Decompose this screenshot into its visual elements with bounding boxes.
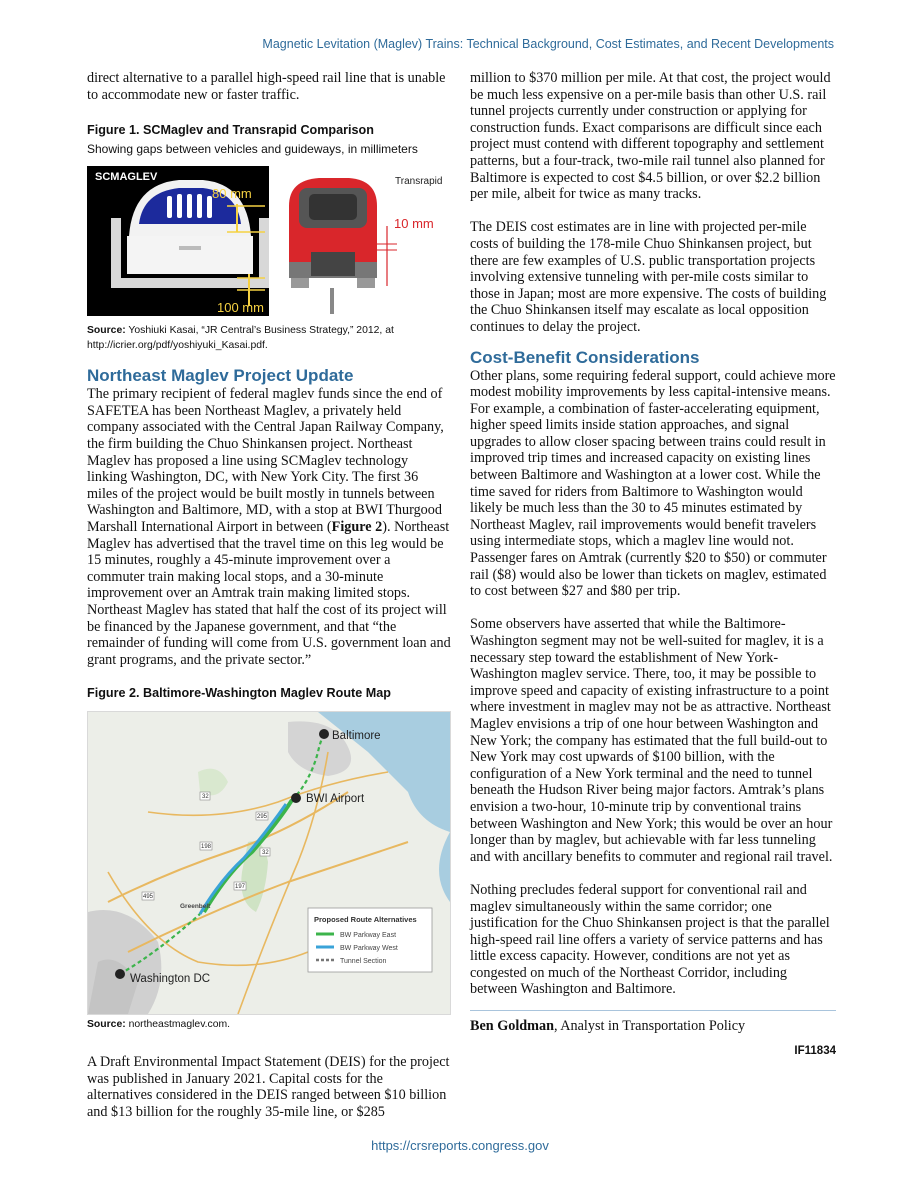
figure-1-title: Figure 1. SCMaglev and Transrapid Comparison bbox=[87, 123, 374, 138]
maglev-comparison-illustration bbox=[87, 166, 443, 316]
footer-url-link[interactable]: https://crsreports.congress.gov bbox=[371, 1138, 549, 1153]
right-column bbox=[470, 70, 836, 1065]
northeast-maglev-paragraph bbox=[87, 386, 451, 668]
greenbelt-label: Greenbelt bbox=[180, 903, 211, 911]
bwi-marker bbox=[291, 793, 301, 803]
washington-marker bbox=[115, 969, 125, 979]
hwy-295-shield: 295 bbox=[257, 814, 268, 821]
source-label: Source: bbox=[87, 1019, 126, 1031]
hwy-495-shield: 495 bbox=[143, 894, 154, 901]
figure-2-reference: Figure 2 bbox=[331, 518, 383, 535]
figure-1-subtitle: Showing gaps between vehicles and guideways, in millimeters bbox=[87, 142, 418, 157]
paragraph-text: ). Northeast Maglev has advertised that the travel time on this leg would be 15 minutes, roughly a 45-minute improvement over a commuter train making local stops, and a 30-minute improvement over an Amtrak train making limited stops. Northeast Maglev has stated that half the cost of its project will be financed by the Japanese government, and that “the remainder of funding will come from U.S. government loan and grant programs, and the private sector.” bbox=[87, 518, 451, 668]
figure-2 bbox=[87, 686, 451, 1032]
legend-west: BW Parkway West bbox=[340, 945, 398, 953]
ny-washington-paragraph: Some observers have asserted that while the Baltimore-Washington segment may not be well-suited for maglev, it is a necessary step toward the establishment of New York-Washington maglev service. There, too, it may be possible to improve speed and capacity of existing infrastructure to a point where investment in maglev may not be as attractive. Northeast Maglev envisions a trip of one hour between Washington and New York; the company has estimated that the full build-out to New York may cost upwards of $100 billion, with the configuration of a New York terminal and the need to tunnel beneath the Hudson River being major factors. Amtrak’s plans envision a two-hour, 10-minute trip by conventional trains between Washington and New York; this would be over an hour longer than by maglev, but achievable with far less tunneling and with ancillary benefits to commuter and regional rail travel. bbox=[470, 616, 833, 865]
legend-east: BW Parkway East bbox=[340, 932, 397, 940]
figure-1-image bbox=[87, 166, 443, 316]
scmaglev-label: SCMAGLEV bbox=[95, 171, 158, 184]
author-name: Ben Goldman bbox=[470, 1018, 554, 1035]
paragraph-text: The primary recipient of federal maglev funds since the end of SAFETEA has been Northeast Maglev, a privately held company associated with the Central Japan Railway Company, the firm building the Chuo Shinkansen project. Northeast Maglev has proposed a line using SCMaglev technology linking Washington, DC, with New York City. The first 36 miles of the project would be built mostly in tunnels between Washington and Baltimore, MD, with a stop at BWI Thurgood Marshall International Airport in between ( bbox=[87, 386, 444, 535]
baltimore-label: Baltimore bbox=[332, 730, 381, 743]
intro-paragraph: direct alternative to a parallel high-speed rail line that is unable to accommodate new or faster traffic. bbox=[87, 70, 446, 103]
federal-support-paragraph: Nothing precludes federal support for conventional rail and maglev simultaneously within the same corridor; one justification for the Chuo Shinkansen project is that the parallel high-speed rail line offers a variety of service patterns and has little excess capacity. However, conditions are not yet as congested on much of the Northeast Corridor, including between Washington and Baltimore. bbox=[470, 881, 830, 998]
author-line bbox=[470, 1018, 836, 1035]
route-map bbox=[87, 711, 451, 1015]
map-legend bbox=[308, 908, 432, 972]
figure-1-source bbox=[87, 323, 451, 353]
running-header: Magnetic Levitation (Maglev) Trains: Technical Background, Cost Estimates, and Recent Developments bbox=[262, 37, 834, 51]
source-text: northeastmaglev.com. bbox=[125, 1019, 231, 1031]
gap-10mm-label: 10 mm bbox=[394, 216, 434, 232]
cost-benefit-paragraph: Other plans, some requiring federal support, could achieve more modest mobility improvements by less capital-intensive means. For example, a combination of faster-accelerating equipment, higher speed limits inside station approaches, and signal upgrades to allow closer spacing between trains could result in improved trip times and increased capacity on existing lines between Baltimore and Washington at a lower cost. While the time saved for riders from Baltimore to Washington would likely be much less than the 30 to 45 minutes estimated by Northeast Maglev, rail improvements would benefit travelers using intermediate stops, which a maglev line would not. Passenger fares on Amtrak (currently $20 to $50) or commuter rail ($8) would also be lower than tickets on maglev, estimated to cost between $27 and $80 per trip. bbox=[470, 367, 836, 600]
section-heading-cost-benefit: Cost-Benefit Considerations bbox=[470, 347, 700, 367]
cost-paragraph: million to $370 million per mile. At that cost, the project would be much less expensive on a per-mile basis than other U.S. rail tunnel projects currently under construction or applying for construction funds. Exact comparisons are difficult since each project must contend with different topography and settlement patterns, but a four-track, two-mile rail tunnel also planned for Baltimore is expected to cost $4.5 billion, or over $2.2 billion per mile, albeit for twice as many tracks. bbox=[470, 70, 831, 203]
source-text: Yoshiuki Kasai, “JR Central’s Business Strategy,” 2012, at http://icrier.org/pdf/yoshiyuki_Kasai.pdf. bbox=[87, 325, 394, 352]
hwy-197-shield: 197 bbox=[235, 884, 246, 891]
left-column bbox=[87, 70, 451, 1121]
figure-1 bbox=[87, 123, 451, 353]
document-id: IF11834 bbox=[794, 1045, 836, 1058]
gap-100mm-label: 100 mm bbox=[217, 300, 264, 316]
figure-2-source bbox=[87, 1017, 451, 1032]
washington-label: Washington DC bbox=[130, 973, 211, 986]
transrapid-label: Transrapid bbox=[395, 176, 443, 188]
bwi-label: BWI Airport bbox=[306, 793, 365, 806]
hwy-32-shield: 32 bbox=[202, 794, 209, 801]
hwy-198-shield: 198 bbox=[201, 844, 212, 851]
gap-80mm-label: 80 mm bbox=[212, 186, 252, 202]
author-divider bbox=[470, 1010, 836, 1011]
deis-paragraph: A Draft Environmental Impact Statement (DEIS) for the project was published in January 2021. Capital costs for the alternatives considered in the DEIS ranged between $10 billion and $13 billion for the roughly 35-mile line, or $285 bbox=[87, 1054, 450, 1121]
legend-tunnel: Tunnel Section bbox=[340, 958, 387, 966]
section-heading-northeast-maglev: Northeast Maglev Project Update bbox=[87, 366, 354, 386]
author-title: , Analyst in Transportation Policy bbox=[553, 1018, 746, 1035]
route-map-svg bbox=[88, 712, 450, 1014]
figure-2-title: Figure 2. Baltimore-Washington Maglev Route Map bbox=[87, 686, 391, 701]
deis-comparison-paragraph: The DEIS cost estimates are in line with projected per-mile costs of building the 178-mile Chuo Shinkansen project, but there are few examples of U.S. public transportation projects involving extensive tunneling with per-mile costs similar to those in Japan; most are more expensive. The costs of building the Chuo Shinkansen itself may escalate as local opposition continues to delay the project. bbox=[470, 219, 827, 335]
hwy-32b-shield: 32 bbox=[262, 850, 269, 857]
source-label: Source: bbox=[87, 325, 126, 337]
baltimore-marker bbox=[319, 729, 329, 739]
legend-title: Proposed Route Alternatives bbox=[314, 915, 417, 925]
